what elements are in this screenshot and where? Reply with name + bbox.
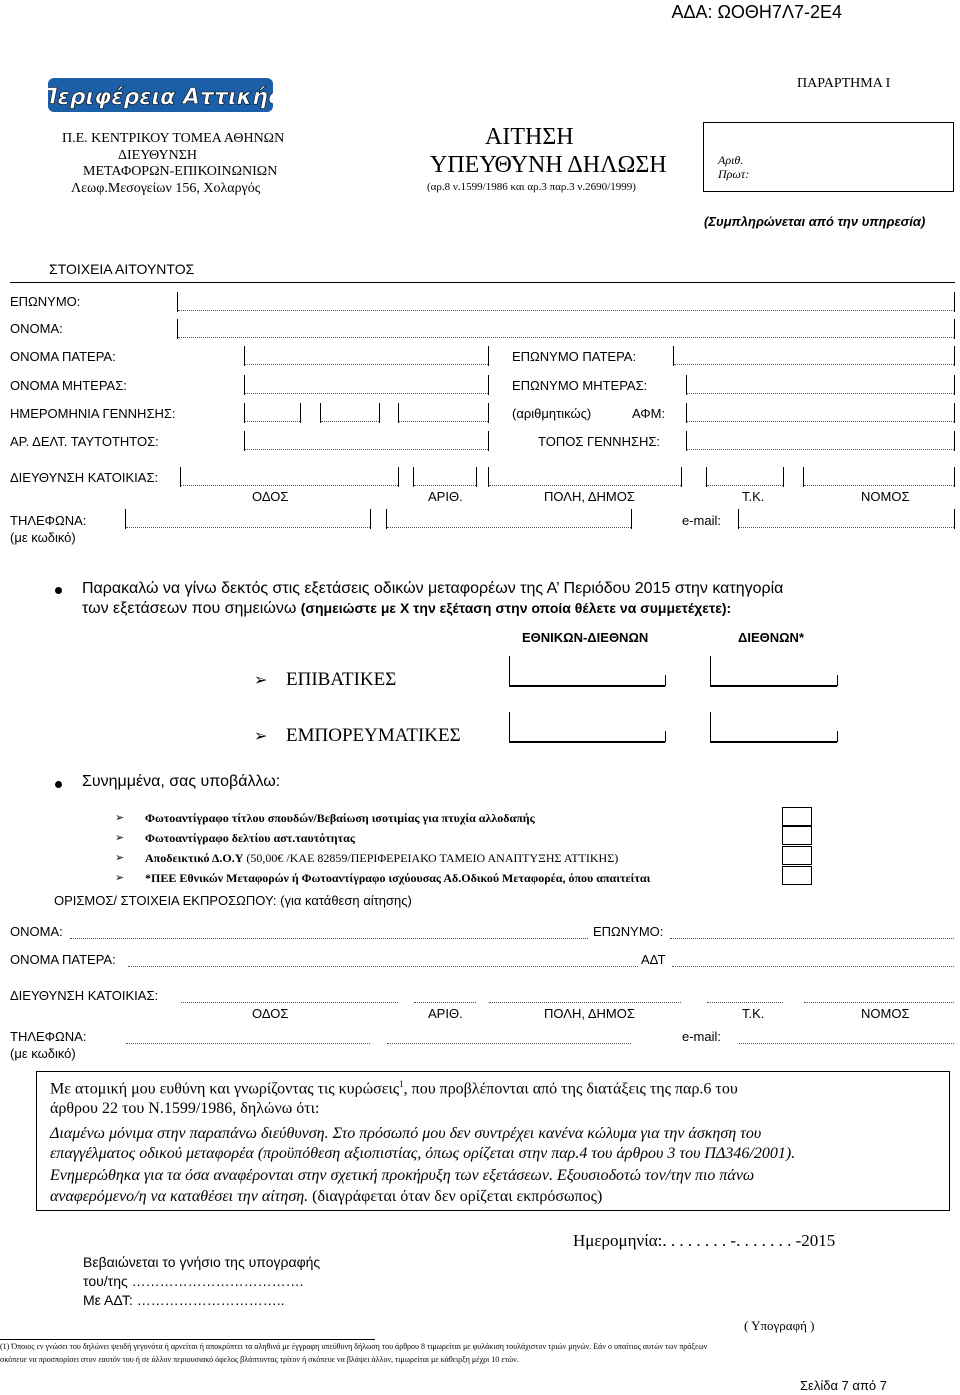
- footnote-divider: [0, 1339, 375, 1340]
- rep-section-note: : (για κατάθεση αίτησης): [272, 893, 412, 908]
- id-number-field[interactable]: [245, 449, 488, 450]
- page-number: Σελίδα 7 από 7: [800, 1378, 887, 1393]
- attachment-1: Φωτοαντίγραφο τίτλου σπουδών/Βεβαίωση ισοτιμίας για πτυχία αλλοδαπής: [145, 811, 535, 825]
- declaration-line-4: [50, 1188, 602, 1206]
- rep-surname-label: ΕΠΩΝΥΜΟ:: [593, 924, 664, 939]
- declaration-note: (διαγράφεται όταν δεν ορίζεται εκπρόσωπος): [308, 1188, 603, 1205]
- rep-address-postcode-field[interactable]: [707, 1002, 783, 1003]
- mother-name-field[interactable]: [245, 393, 488, 394]
- title-application: ΑΙΤΗΣΗ: [485, 124, 574, 150]
- category-passenger: ΕΠΙΒΑΤΙΚΕΣ: [286, 669, 397, 690]
- title-declaration: ΥΠΕΥΘΥΝΗ ΔΗΛΩΣΗ: [430, 152, 667, 178]
- request-bullet: [55, 587, 62, 594]
- rep-address-street-field[interactable]: [181, 1002, 398, 1003]
- address-street-field[interactable]: [181, 485, 398, 486]
- rep-address-number-field[interactable]: [414, 1002, 476, 1003]
- arrow-icon: ➢: [115, 811, 125, 824]
- mother-name-label: ΟΝΟΜΑ ΜΗΤΕΡΑΣ:: [10, 378, 127, 393]
- attachments-bullet: [55, 781, 62, 788]
- rep-col-number: ΑΡΙΘ.: [428, 1006, 463, 1021]
- title-law: (αρ.8 ν.1599/1986 και αρ.3 παρ.3 ν.2690/1999): [427, 181, 636, 193]
- col-street: ΟΔΟΣ: [252, 489, 289, 504]
- father-surname-field[interactable]: [674, 364, 954, 365]
- name-field[interactable]: [178, 337, 954, 338]
- mother-surname-label: ΕΠΩΝΥΜΟ ΜΗΤΕΡΑΣ:: [512, 378, 648, 393]
- attachment-1-checkbox[interactable]: [782, 807, 812, 826]
- attachment-3: [145, 851, 618, 866]
- father-name-field[interactable]: [245, 364, 488, 365]
- email-label: e-mail:: [682, 513, 722, 528]
- office-line-1: Π.Ε. ΚΕΝΤΡΙΚΟΥ ΤΟΜΕΑ ΑΘΗΝΩΝ: [62, 131, 285, 146]
- declaration-line-1: [50, 1079, 738, 1098]
- svg-text:Περιφέρεια Αττικής: Περιφέρεια Αττικής: [48, 85, 273, 110]
- request-line-2a: των εξετάσεων που σημειώνω: [82, 600, 301, 617]
- annex-label: ΠΑΡΑΡΤΗΜΑ Ι: [797, 76, 891, 91]
- birth-year-field[interactable]: [399, 421, 488, 422]
- attachment-4: *ΠΕΕ Εθνικών Μεταφορών ή Φωτοαντίγραφο ισχύουσας Αδ.Οδικού Μεταφορέα, όπου απαιτείται: [145, 871, 651, 885]
- phones-code-note: (με κωδικό): [10, 530, 76, 545]
- region-logo: [48, 76, 273, 114]
- declaration-line-2: άρθρου 22 του Ν.1599/1986, δηλώνω ότι:: [50, 1100, 320, 1117]
- protocol-num-label: Αριθ.: [718, 153, 744, 167]
- ada-code: ΑΔΑ: ΩΟΘΗ7Λ7-2Ε4: [671, 2, 842, 22]
- rep-surname-field[interactable]: [670, 938, 954, 939]
- arrow-icon: ➢: [115, 871, 125, 884]
- date-field[interactable]: Ημερομηνία:. . . . . . . . -. . . . . . . -2015: [573, 1231, 836, 1250]
- declaration-line-1a: Με ατομική μου ευθύνη και γνωρίζοντας τις κυρώσεις: [50, 1080, 400, 1098]
- rep-section-main: ΟΡΙΣΜΟΣ/ ΣΤΟΙΧΕΙΑ ΕΚΠΡΟΣΩΠΟΥ: [54, 893, 273, 908]
- address-label: ΔΙΕΥΘΥΝΣΗ ΚΑΤΟΙΚΙΑΣ:: [10, 470, 159, 485]
- phone-1-field[interactable]: [126, 527, 370, 528]
- col-number: ΑΡΙΘ.: [428, 489, 463, 504]
- footnote-line-2: σκόπευε να προσπορίσει στον εαυτόν του ή σε άλλον περιουσιακό όφελος βλάπτοντας τρίτον ή σκόπευε να βλάψει άλλον, τιμωρείται με κάθειρξη μέχρι 10 ετών.: [0, 1355, 519, 1364]
- mother-surname-field[interactable]: [687, 393, 954, 394]
- attachment-3-rest: (50,00€ /ΚΑΕ 82859/ΠΕΡΙΦΕΡΕΙΑΚΟ ΤΑΜΕΙΟ ΑΝΑΠΤΥΞΗΣ ΑΤΤΙΚΗΣ): [243, 851, 619, 865]
- request-line-2b: (σημειώστε με Χ την εξέταση στην οποία θέλετε να συμμετέχετε):: [300, 600, 732, 616]
- arrow-icon: ➢: [115, 851, 125, 864]
- sig-verify-1: Βεβαιώνεται το γνήσιο της υπογραφής: [83, 1254, 321, 1270]
- rep-father-name-field[interactable]: [128, 966, 638, 967]
- rep-adt-field[interactable]: [672, 966, 954, 967]
- office-line-4: Λεωφ.Μεσογείων 156, Χολαργός: [71, 181, 261, 196]
- father-name-label: ΟΝΟΜΑ ΠΑΤΕΡΑ:: [10, 349, 116, 364]
- rep-col-street: ΟΔΟΣ: [252, 1006, 289, 1021]
- address-number-field[interactable]: [414, 485, 476, 486]
- rep-address-label: ΔΙΕΥΘΥΝΣΗ ΚΑΤΟΙΚΙΑΣ:: [10, 988, 159, 1003]
- category-freight: ΕΜΠΟΡΕΥΜΑΤΙΚΕΣ: [286, 725, 461, 746]
- logo-graphic: [48, 76, 273, 114]
- rep-email-label: e-mail:: [682, 1029, 722, 1044]
- id-number-label: ΑΡ. ΔΕΛΤ. ΤΑΥΤΟΤΗΤΟΣ:: [10, 434, 159, 449]
- declaration-italic-4: αναφερόμενο/η να καταθέσει την αίτηση.: [50, 1188, 309, 1205]
- applicant-section-title: ΣΤΟΙΧΕΙΑ ΑΙΤΟΥΝΤΟΣ: [49, 261, 195, 277]
- office-line-2: ΔΙΕΥΘΥΝΣΗ: [118, 148, 197, 163]
- birth-month-field[interactable]: [321, 421, 379, 422]
- declaration-italic-2: επαγγέλματος οδικού μεταφορέα (προϋπόθεση αξιοπιστίας, όπως ορίζεται στην παρ.4 του άρθρου 3 του ΠΔ346/2001).: [50, 1145, 796, 1162]
- request-line-1: Παρακαλώ να γίνω δεκτός στις εξετάσεις οδικών μεταφορέων της Α’ Περιόδου 2015 στην κατηγορία: [82, 580, 784, 597]
- section-divider: [10, 282, 955, 283]
- phones-label: ΤΗΛΕΦΩΝΑ:: [10, 513, 87, 528]
- arrow-icon: ➢: [254, 670, 268, 689]
- sig-verify-3: Με ΑΔΤ: …………………………..: [83, 1292, 285, 1308]
- footnote-line-1: (1) Όποιος εν γνώσει του δηλώνει ψευδή γεγονότα ή αρνείται ή αποκρύπτει τα αληθινά με έγγραφη υπεύθυνη δήλωση του άρθρου 8 τιμωρείται με φυλάκιση τουλάχιστον τριών μηνών. Εάν ο υπαίτιος αυτών των πράξεων: [0, 1342, 708, 1351]
- rep-father-name-label: ΟΝΟΜΑ ΠΑΤΕΡΑ:: [10, 952, 116, 967]
- signature-label: ( Υπογραφή ): [744, 1318, 815, 1333]
- afm-field[interactable]: [687, 421, 954, 422]
- rep-name-label: ΟΝΟΜΑ:: [10, 924, 63, 939]
- arrow-icon: ➢: [115, 831, 125, 844]
- surname-field[interactable]: [178, 310, 954, 311]
- rep-section-title: [54, 893, 412, 908]
- address-postcode-field[interactable]: [707, 485, 783, 486]
- attachment-2-checkbox[interactable]: [782, 826, 812, 845]
- surname-field-start: [177, 292, 178, 312]
- address-city-field[interactable]: [489, 485, 681, 486]
- footnote-ref: 1: [399, 1079, 404, 1089]
- attachment-2: Φωτοαντίγραφο δελτίου αστ.ταυτότητας: [145, 831, 355, 845]
- col-postcode: Τ.Κ.: [742, 489, 765, 504]
- rep-adt-label: ΑΔΤ: [641, 952, 666, 967]
- office-line-3: ΜΕΤΑΦΟΡΩΝ-ΕΠΙΚΟΙΝΩΝΙΩΝ: [83, 164, 278, 179]
- rep-name-field[interactable]: [70, 938, 588, 939]
- arrow-icon: ➢: [254, 726, 268, 745]
- numeric-note: (αριθμητικώς): [512, 406, 592, 421]
- fill-by-service-note: (Συμπληρώνεται από την υπηρεσία): [704, 214, 926, 229]
- birth-place-field[interactable]: [687, 449, 954, 450]
- rep-phone-1-field[interactable]: [126, 1043, 370, 1044]
- col-prefecture: ΝΟΜΟΣ: [861, 489, 910, 504]
- request-line-2: [82, 600, 731, 618]
- rep-address-city-field[interactable]: [489, 1002, 681, 1003]
- rep-phones-code-note: (με κωδικό): [10, 1046, 76, 1061]
- rep-phones-label: ΤΗΛΕΦΩΝΑ:: [10, 1029, 87, 1044]
- attachment-4-checkbox[interactable]: [782, 866, 812, 885]
- passenger-international-box[interactable]: [710, 685, 837, 687]
- passenger-national-box[interactable]: [509, 685, 665, 687]
- attachment-3-main: Αποδεικτικό Δ.Ο.Υ: [145, 851, 244, 865]
- attachments-label: Συνημμένα, σας υποβάλλω:: [82, 773, 281, 790]
- birth-place-label: ΤΟΠΟΣ ΓΕΝΝΗΣΗΣ:: [538, 434, 661, 449]
- protocol-label: Πρωτ:: [718, 167, 750, 181]
- birth-day-field[interactable]: [245, 421, 300, 422]
- afm-label: ΑΦΜ:: [632, 406, 666, 421]
- birth-date-label: ΗΜΕΡΟΜΗΝΙΑ ΓΕΝΝΗΣΗΣ:: [10, 406, 176, 421]
- rep-address-prefecture-field[interactable]: [804, 1002, 954, 1003]
- email-field[interactable]: [739, 527, 954, 528]
- phone-2-field[interactable]: [387, 527, 631, 528]
- col-city: ΠΟΛΗ, ΔΗΜΟΣ: [544, 489, 635, 504]
- rep-phone-2-field[interactable]: [387, 1043, 631, 1044]
- freight-international-box[interactable]: [710, 741, 837, 743]
- surname-label: ΕΠΩΝΥΜΟ:: [10, 294, 81, 309]
- col-national-international: ΕΘΝΙΚΩΝ-ΔΙΕΘΝΩΝ: [522, 630, 649, 645]
- sig-verify-2: του/της ……………………………….: [83, 1273, 304, 1289]
- father-surname-label: ΕΠΩΝΥΜΟ ΠΑΤΕΡΑ:: [512, 349, 637, 364]
- rep-email-field[interactable]: [739, 1043, 954, 1044]
- rep-col-postcode: Τ.Κ.: [742, 1006, 765, 1021]
- rep-col-prefecture: ΝΟΜΟΣ: [861, 1006, 910, 1021]
- attachment-3-checkbox[interactable]: [782, 846, 812, 865]
- address-prefecture-field[interactable]: [804, 485, 954, 486]
- freight-national-box[interactable]: [509, 741, 665, 743]
- rep-col-city: ΠΟΛΗ, ΔΗΜΟΣ: [544, 1006, 635, 1021]
- col-international: ΔΙΕΘΝΩΝ*: [738, 630, 804, 645]
- declaration-italic-3: Ενημερώθηκα για τα όσα αναφέρονται στην σχετική προκήρυξη των εξετάσεων. Εξουσιοδοτώ τον/την πιο πάνω: [50, 1167, 755, 1184]
- declaration-italic-1: Διαμένω μόνιμα στην παραπάνω διεύθυνση. Στο πρόσωπό μου δεν συντρέχει κανένα κώλυμα για την άσκηση του: [50, 1125, 762, 1142]
- name-label: ΟΝΟΜΑ:: [10, 321, 63, 336]
- declaration-line-1b: , που προβλέπονται από της διατάξεις της παρ.6 του: [403, 1080, 738, 1098]
